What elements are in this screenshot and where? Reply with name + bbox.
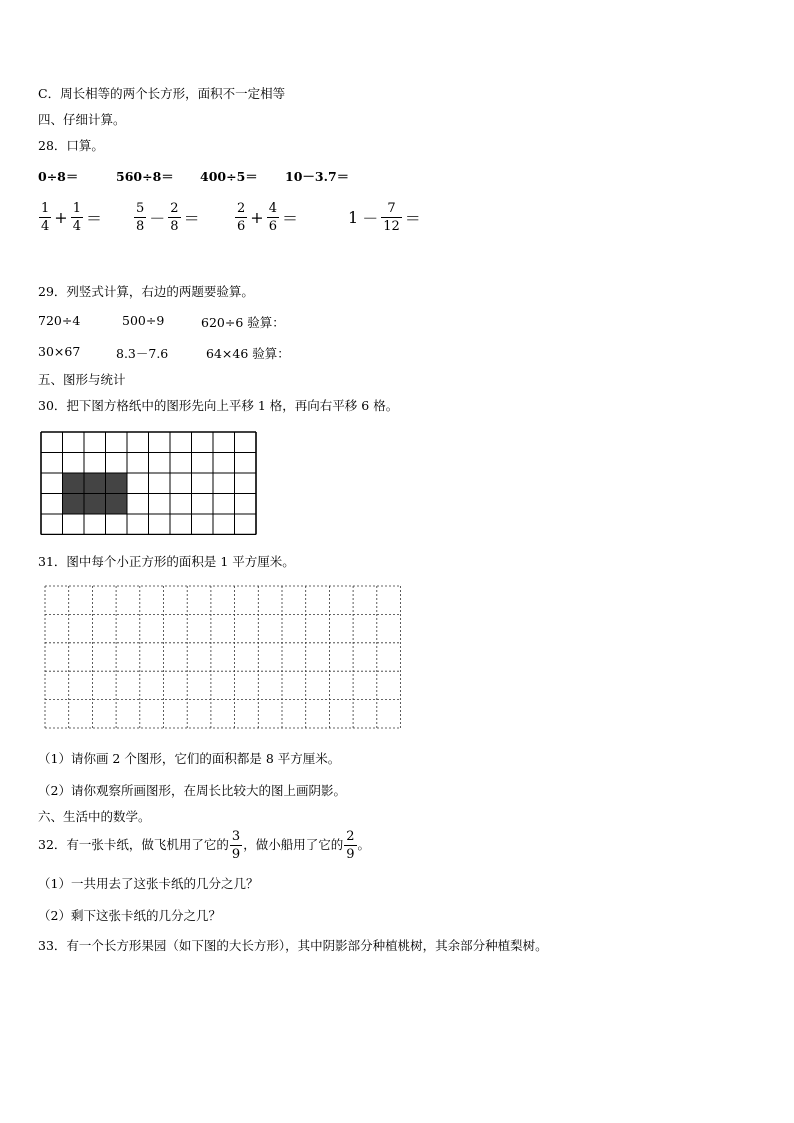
section-4-heading: 四、仔细计算。 — [38, 112, 126, 127]
q31-part-2: （2）请你观察所画图形，在周长比较大的图上画阴影。 — [38, 783, 346, 798]
section-6-heading: 六、生活中的数学。 — [38, 809, 151, 824]
fraction: $\frac{5}{8}$ — [136, 201, 145, 234]
vertical-item: 620÷6 验算： — [201, 315, 285, 330]
q32-part-1: （1）一共用去了这张卡纸的几分之几？ — [38, 876, 259, 891]
q30-title: 30．把下图方格纸中的图形先向上平移 1 格，再向右平移 6 格。 — [38, 398, 399, 413]
q32-title: 32．有一张卡纸，做飞机用了它的 $\frac{3}{9}$ ，做小船用了它的 $\frac{2}{9}$ 。 — [38, 829, 371, 862]
vertical-item: 30×67 — [38, 344, 81, 359]
section-5-heading: 五、图形与统计 — [38, 372, 126, 387]
grid-31 — [44, 585, 402, 729]
q31-part-1: （1）请你画 2 个图形，它们的面积都是 8 平方厘米。 — [38, 751, 341, 766]
fraction: $\frac{1}{4}$ — [72, 201, 81, 234]
fraction: $\frac{2}{9}$ — [346, 829, 355, 862]
q29-title: 29．列竖式计算，右边的两题要验算。 — [38, 284, 254, 299]
oral-item: 400÷5＝ — [200, 169, 258, 184]
fraction-expr-2: $\frac{5}{8}$ － $\frac{2}{8}$ ＝ — [136, 201, 200, 234]
fraction: $\frac{3}{9}$ — [231, 829, 241, 862]
grid-30 — [40, 431, 258, 535]
fraction: $\frac{7}{12}$ — [383, 201, 400, 234]
fraction-expr-4: 1 － $\frac{7}{12}$ ＝ — [348, 201, 421, 234]
vertical-item: 64×46 验算： — [206, 346, 290, 361]
q28-title: 28．口算。 — [38, 138, 104, 153]
q32-part-2: （2）剩下这张卡纸的几分之几？ — [38, 908, 221, 923]
fraction: $\frac{1}{4}$ — [41, 201, 50, 234]
q33-title: 33．有一个长方形果园（如下图的大长方形），其中阴影部分种植桃树，其余部分种植梨树。 — [38, 938, 548, 953]
vertical-item: 500÷9 — [122, 313, 165, 328]
q31-title: 31．图中每个小正方形的面积是 1 平方厘米。 — [38, 554, 295, 569]
oral-item: 10－3.7＝ — [285, 169, 350, 184]
vertical-item: 720÷4 — [38, 313, 81, 328]
fraction: $\frac{2}{6}$ — [237, 201, 246, 234]
oral-item: 0÷8＝ — [38, 169, 79, 184]
fraction-expr-1: $\frac{1}{4}$ + $\frac{1}{4}$ ＝ — [41, 201, 102, 234]
fraction-expr-3: $\frac{2}{6}$ + $\frac{4}{6}$ ＝ — [237, 201, 298, 234]
fraction: $\frac{4}{6}$ — [268, 201, 277, 234]
fraction: $\frac{2}{8}$ — [170, 201, 179, 234]
oral-item: 560÷8＝ — [116, 169, 174, 184]
vertical-item: 8.3－7.6 — [116, 346, 169, 361]
option-c: C．周长相等的两个长方形，面积不一定相等 — [38, 86, 286, 101]
